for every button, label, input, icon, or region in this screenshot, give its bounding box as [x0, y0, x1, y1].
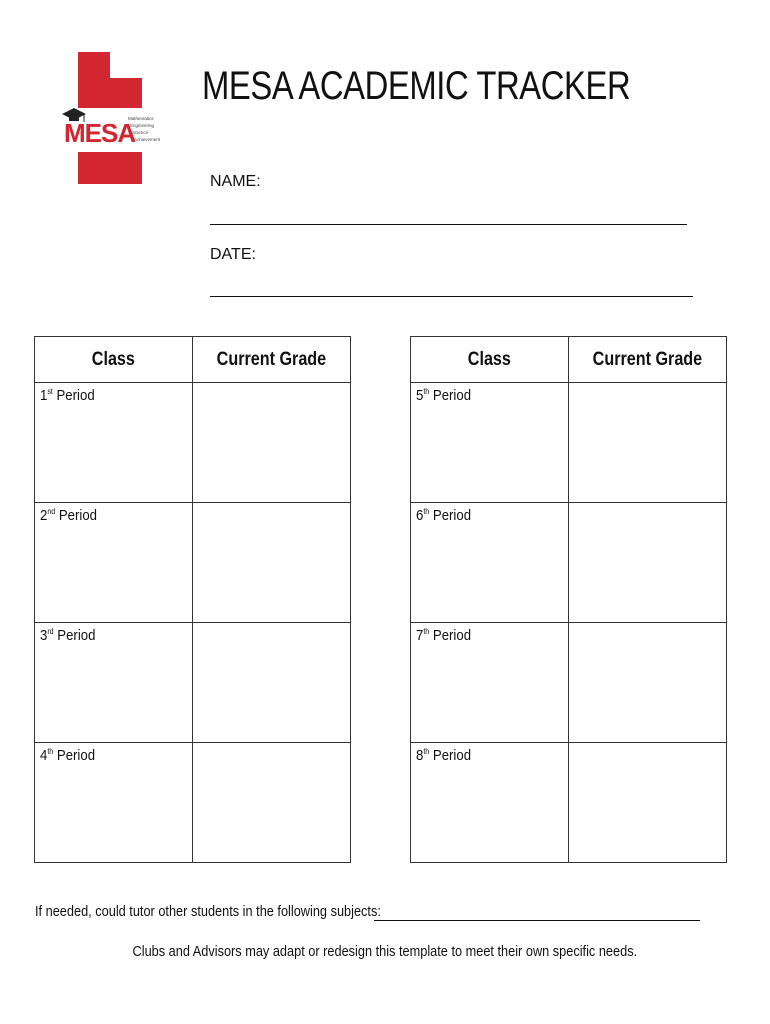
name-label: NAME:	[210, 173, 261, 190]
date-label: DATE:	[210, 246, 256, 263]
class-cell[interactable]: 8th Period	[411, 743, 569, 863]
class-cell[interactable]: 3rd Period	[35, 623, 193, 743]
svg-text:Science: Science	[132, 130, 149, 135]
grade-table-left	[34, 336, 351, 863]
svg-text:Engineering: Engineering	[130, 123, 155, 128]
grade-cell[interactable]	[569, 503, 727, 623]
grade-table-right	[410, 336, 727, 863]
date-field-line[interactable]	[210, 296, 693, 297]
svg-text:Achievement: Achievement	[134, 137, 161, 142]
table-row	[35, 623, 351, 743]
table-row	[411, 743, 727, 863]
grade-cell[interactable]	[193, 743, 351, 863]
table-row	[411, 503, 727, 623]
svg-text:Mathematics: Mathematics	[128, 116, 154, 121]
tutor-subjects-line[interactable]	[374, 920, 700, 921]
class-cell[interactable]: 6th Period	[411, 503, 569, 623]
current-grade-header: Current Grade	[193, 337, 351, 383]
class-header: Class	[411, 337, 569, 383]
tutor-prompt: If needed, could tutor other students in the following subjects:	[35, 903, 381, 920]
table-row	[411, 623, 727, 743]
grade-cell[interactable]	[193, 383, 351, 503]
mesa-logo	[56, 50, 164, 186]
class-cell[interactable]: 7th Period	[411, 623, 569, 743]
name-field-line[interactable]	[210, 224, 687, 225]
grade-cell[interactable]	[193, 623, 351, 743]
grade-cell[interactable]	[569, 743, 727, 863]
current-grade-header: Current Grade	[569, 337, 727, 383]
table-row	[35, 503, 351, 623]
class-header: Class	[35, 337, 193, 383]
class-cell[interactable]: 5th Period	[411, 383, 569, 503]
table-row	[411, 383, 727, 503]
table-row	[35, 383, 351, 503]
grade-cell[interactable]	[569, 383, 727, 503]
grade-cell[interactable]	[193, 503, 351, 623]
class-cell[interactable]: 2nd Period	[35, 503, 193, 623]
footer-note: Clubs and Advisors may adapt or redesign this template to meet their own specific needs.	[132, 943, 638, 960]
page-title: MESA ACADEMIC TRACKER	[202, 64, 631, 108]
grade-cell[interactable]	[569, 623, 727, 743]
table-row	[35, 743, 351, 863]
svg-text:MESA: MESA	[64, 118, 136, 148]
class-cell[interactable]: 1st Period	[35, 383, 193, 503]
class-cell[interactable]: 4th Period	[35, 743, 193, 863]
